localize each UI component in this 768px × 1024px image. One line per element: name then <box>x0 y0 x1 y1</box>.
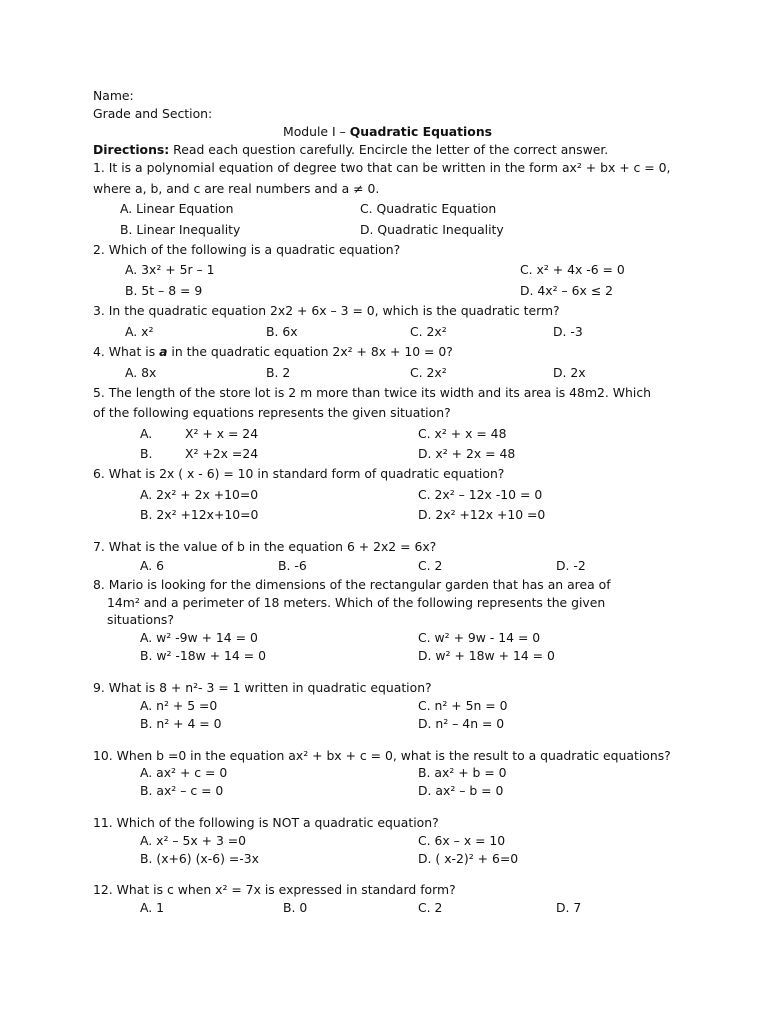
q4-option-c[interactable]: C. 2x² <box>410 365 447 380</box>
q7-option-c[interactable]: C. 2 <box>418 558 443 573</box>
q8-option-c[interactable]: C. w² + 9w - 14 = 0 <box>418 630 541 645</box>
q6-option-d[interactable]: D. 2x² +12x +10 =0 <box>418 507 546 522</box>
q3-option-b[interactable]: B. 6x <box>266 324 298 339</box>
q11-text: 11. Which of the following is NOT a quadratic equation? <box>93 815 439 830</box>
directions-label: Directions: <box>93 142 170 157</box>
q5-option-c[interactable]: C. x² + x = 48 <box>418 426 507 441</box>
q10-option-d[interactable]: D. ax² – b = 0 <box>418 783 504 798</box>
directions-text: Read each question carefully. Encircle the letter of the correct answer. <box>169 142 609 157</box>
q7-option-b[interactable]: B. -6 <box>278 558 307 573</box>
q9-text: 9. What is 8 + n²- 3 = 1 written in quadratic equation? <box>93 680 432 695</box>
q7-text: 7. What is the value of b in the equation 6 + 2x2 = 6x? <box>93 539 437 554</box>
q4-option-a[interactable]: A. 8x <box>125 365 157 380</box>
module-name: Quadratic Equations <box>349 124 493 139</box>
q11-option-b[interactable]: B. (x+6) (x-6) =-3x <box>140 851 259 866</box>
q2-option-b[interactable]: B. 5t – 8 = 9 <box>125 283 203 298</box>
q10-text: 10. When b =0 in the equation ax² + bx + c = 0, what is the result to a quadratic equations? <box>93 748 671 763</box>
q5-option-b-letter[interactable]: B. <box>140 446 153 461</box>
q6-option-c[interactable]: C. 2x² – 12x -10 = 0 <box>418 487 543 502</box>
q5-option-d[interactable]: D. x² + 2x = 48 <box>418 446 516 461</box>
q2-option-d[interactable]: D. 4x² – 6x ≤ 2 <box>520 283 614 298</box>
q12-text: 12. What is c when x² = 7x is expressed in standard form? <box>93 882 456 897</box>
directions <box>93 142 608 158</box>
q1-option-b[interactable]: B. Linear Inequality <box>120 222 241 237</box>
q8-option-a[interactable]: A. w² -9w + 14 = 0 <box>140 630 258 645</box>
grade-section-label: Grade and Section: <box>93 106 213 121</box>
q12-option-a[interactable]: A. 1 <box>140 900 165 915</box>
q2-text: 2. Which of the following is a quadratic equation? <box>93 242 401 257</box>
q9-option-a[interactable]: A. n² + 5 =0 <box>140 698 218 713</box>
q6-option-b[interactable]: B. 2x² +12x+10=0 <box>140 507 259 522</box>
q10-option-c[interactable]: B. ax² + b = 0 <box>418 765 507 780</box>
q11-option-d[interactable]: D. ( x-2)² + 6=0 <box>418 851 519 866</box>
q11-option-a[interactable]: A. x² – 5x + 3 =0 <box>140 833 247 848</box>
q4-option-b[interactable]: B. 2 <box>266 365 291 380</box>
q5-option-a-letter[interactable]: A. <box>140 426 153 441</box>
q9-option-d[interactable]: D. n² – 4n = 0 <box>418 716 505 731</box>
q2-option-a[interactable]: A. 3x² + 5r – 1 <box>125 262 215 277</box>
q7-option-a[interactable]: A. 6 <box>140 558 165 573</box>
q1-text-line1: 1. It is a polynomial equation of degree two that can be written in the form ax² + bx + c = 0, <box>93 160 671 175</box>
q10-option-b[interactable]: B. ax² – c = 0 <box>140 783 224 798</box>
q4-text-suffix: in the quadratic equation 2x² + 8x + 10 = 0? <box>167 344 453 359</box>
q3-text: 3. In the quadratic equation 2x2 + 6x – 3 = 0, which is the quadratic term? <box>93 303 560 318</box>
q5-option-a[interactable]: X² + x = 24 <box>185 426 259 441</box>
q1-option-d[interactable]: D. Quadratic Inequality <box>360 222 504 237</box>
q5-text-line1: 5. The length of the store lot is 2 m more than twice its width and its area is 48m2. Which <box>93 385 651 400</box>
q3-option-d[interactable]: D. -3 <box>553 324 583 339</box>
q1-option-a[interactable]: A. Linear Equation <box>120 201 234 216</box>
q1-option-c[interactable]: C. Quadratic Equation <box>360 201 497 216</box>
q8-option-d[interactable]: D. w² + 18w + 14 = 0 <box>418 648 555 663</box>
q8-text-line1: 8. Mario is looking for the dimensions of the rectangular garden that has an area of <box>93 577 611 592</box>
q4-option-d[interactable]: D. 2x <box>553 365 586 380</box>
module-title <box>283 124 492 140</box>
q11-option-c[interactable]: C. 6x – x = 10 <box>418 833 506 848</box>
q8-option-b[interactable]: B. w² -18w + 14 = 0 <box>140 648 266 663</box>
q3-option-a[interactable]: A. x² <box>125 324 154 339</box>
q4-text-prefix: 4. What is <box>93 344 160 359</box>
q9-option-b[interactable]: B. n² + 4 = 0 <box>140 716 222 731</box>
q12-option-b[interactable]: B. 0 <box>283 900 308 915</box>
q8-text-line2: 14m² and a perimeter of 18 meters. Which of the following represents the given <box>107 595 606 610</box>
q12-option-d[interactable]: D. 7 <box>556 900 582 915</box>
q8-text-line3: situations? <box>107 612 174 627</box>
q5-option-b[interactable]: X² +2x =24 <box>185 446 259 461</box>
q10-option-a[interactable]: A. ax² + c = 0 <box>140 765 228 780</box>
q7-option-d[interactable]: D. -2 <box>556 558 586 573</box>
q1-text-line2: where a, b, and c are real numbers and a ≠ 0. <box>93 181 380 196</box>
q6-option-a[interactable]: A. 2x² + 2x +10=0 <box>140 487 259 502</box>
q4-text <box>93 344 453 360</box>
q5-text-line2: of the following equations represents the given situation? <box>93 405 451 420</box>
q2-option-c[interactable]: C. x² + 4x -6 = 0 <box>520 262 625 277</box>
q6-text: 6. What is 2x ( x - 6) = 10 in standard form of quadratic equation? <box>93 466 505 481</box>
name-label: Name: <box>93 88 134 103</box>
q3-option-c[interactable]: C. 2x² <box>410 324 447 339</box>
q4-text-variable: a <box>159 344 168 359</box>
module-prefix: Module I – <box>283 124 350 139</box>
q9-option-c[interactable]: C. n² + 5n = 0 <box>418 698 508 713</box>
q12-option-c[interactable]: C. 2 <box>418 900 443 915</box>
